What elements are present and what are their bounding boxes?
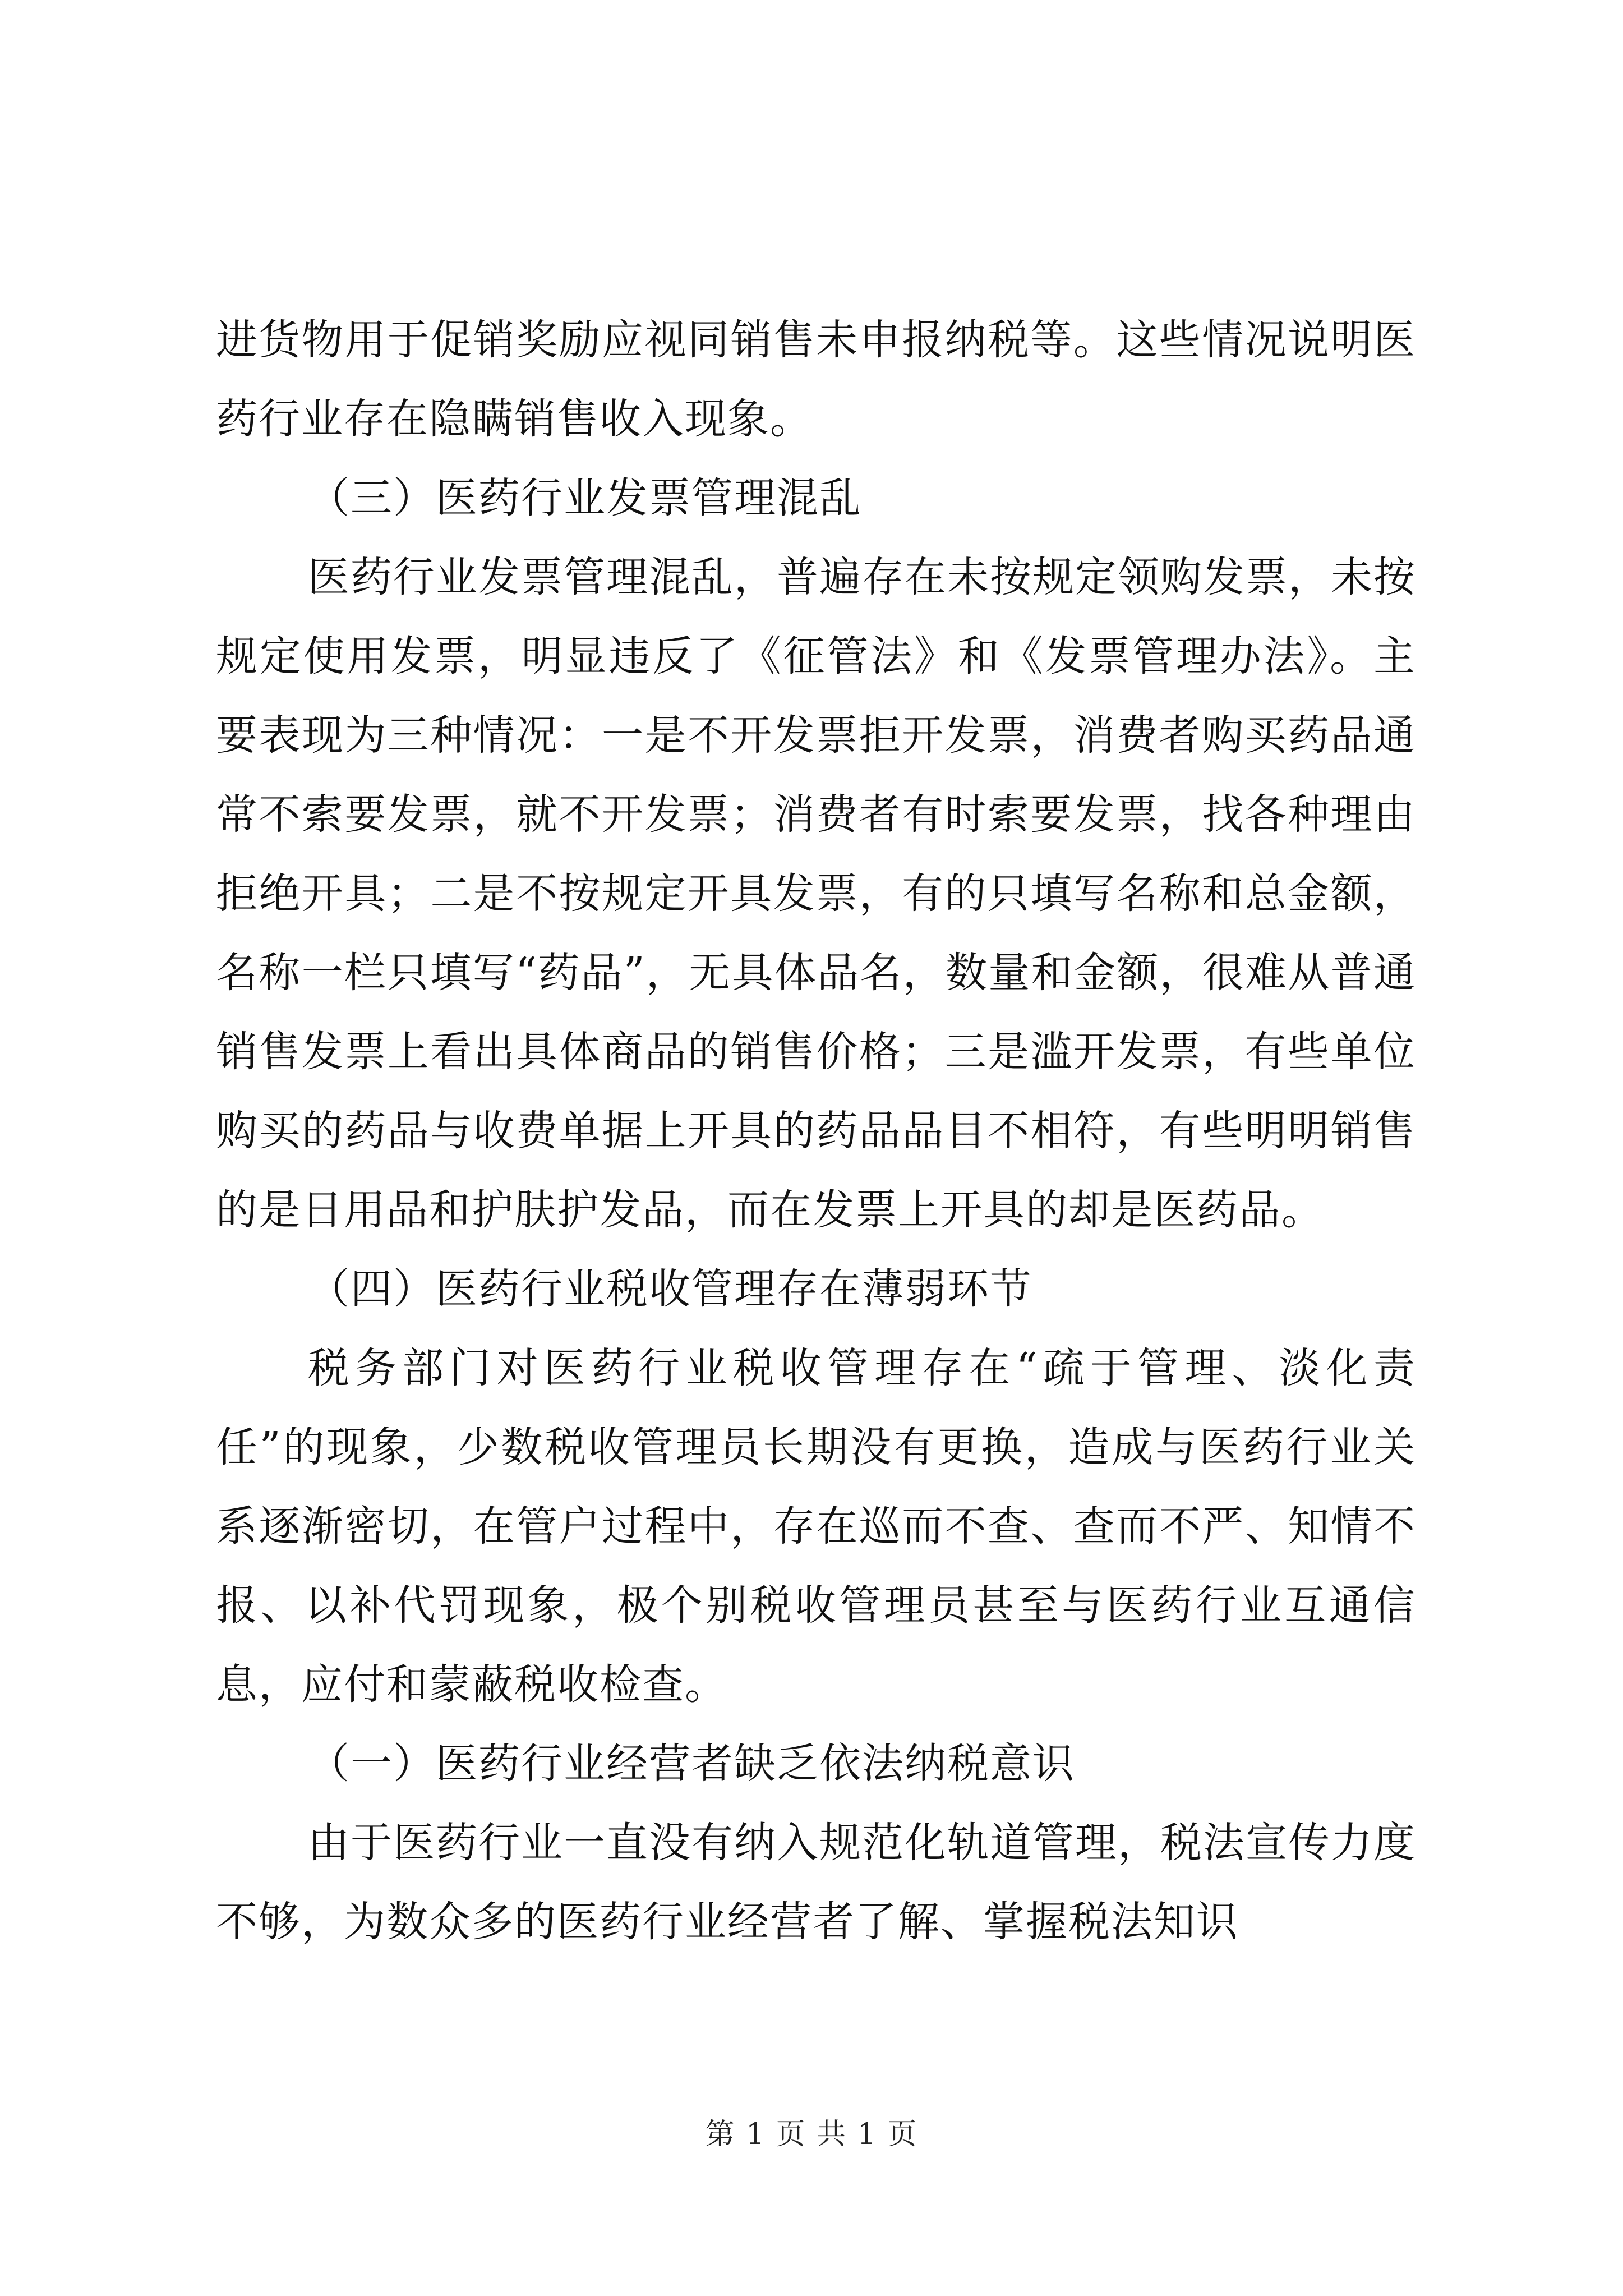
page-footer: 第 1 页 共 1 页	[705, 2118, 918, 2151]
paragraph-invoice-management: 医药行业发票管理混乱，普遍存在未按规定领购发票，未按规定使用发票，明显违反了《征管法》和《发票管理办法》。主要表现为三种情况：一是不开发票拒开发票，消费者购买药品通常不索要发票，就不开发票；消费者有时索要发票，找各种理由拒绝开具；二是不按规定开具发票，有的只填写名称和总金额，名称一栏只填写“药品”，无具体品名，数量和金额，很难从普通销售发票上看出具体商品的销售价格；三是滥开发票，有些单位购买的药品与收费单据上开具的药品品目不相符，有些明明销售的是日用品和护肤护发品，而在发票上开具的却是医药品。	[216, 553, 1416, 1234]
section-heading-1: （一）医药行业经营者缺乏依法纳税意识	[308, 1740, 1075, 1788]
section-heading-4: （四）医药行业税收管理存在薄弱环节	[308, 1265, 1032, 1313]
section-heading-3: （三）医药行业发票管理混乱	[308, 474, 862, 522]
paragraph-continued: 进货物用于促销奖励应视同销售未申报纳税等。这些情况说明医药行业存在隐瞒销售收入现象。	[216, 316, 1416, 443]
paragraph-tax-administration: 税务部门对医药行业税收管理存在“疏于管理、淡化责任”的现象，少数税收管理员长期没有更换，造成与医药行业关系逐渐密切，在管户过程中，存在巡而不查、查而不严、知情不报、以补代罚现象，极个别税收管理员甚至与医药行业互通信息，应付和蒙蔽税收检查。	[216, 1344, 1416, 1709]
paragraph-tax-awareness: 由于医药行业一直没有纳入规范化轨道管理，税法宣传力度不够，为数众多的医药行业经营者了解、掌握税法知识	[216, 1819, 1416, 1946]
document-body	[216, 301, 1416, 1962]
